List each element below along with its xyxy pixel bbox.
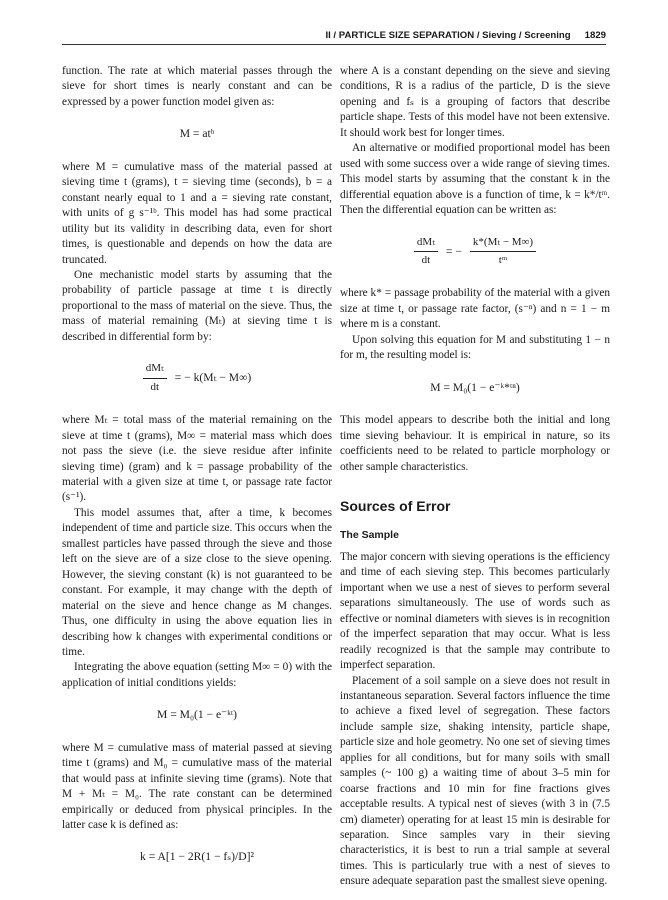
equation-rhs: = − k(Mₜ − M∞) [174, 371, 252, 385]
paragraph: where k* = passage probability of the material with a given size at time t, or passage rate factor, (s⁻ⁿ) and n = 1 − m where m is a constant. [340, 287, 610, 331]
right-column [340, 64, 610, 890]
paragraph: Upon solving this equation for M and substituting 1 − n for m, the resulting model is: [340, 333, 610, 362]
denominator: tᵐ [498, 253, 508, 266]
section-heading: Sources of Error [340, 497, 451, 514]
numerator: dMₜ [414, 235, 438, 252]
equation-rate-constant: k = A[1 − 2R(1 − fₛ)/D]² [140, 850, 254, 864]
paragraph: function. The rate at which material passes through the sieve for short times is nearly constant and can be expressed by a power function model given as: [62, 65, 332, 108]
running-header [62, 26, 606, 45]
fraction [143, 361, 167, 395]
paragraph: Integrating the above equation (setting M∞ = 0) with the application of initial conditions yields: [62, 661, 332, 689]
paragraph: This model assumes that, after a time, k becomes independent of time and particle size. This occurs when the smallest particles have passed through the sieve and those left on the sieve are of a size close to the sieve opening. However, the sieving constant (k) is not guaranteed to be constant. For example, it may change with the depth of material on the sieve and hence change as M changes. Thus, one difficulty in using the above equation lies in describing how k changes with experimental conditions or time. [62, 506, 332, 658]
paragraph: The major concern with sieving operations is the efficiency and time of each sieving step. This becomes particularly important when we use a nest of sieves to perform several separations simultaneously. The use of words such as effective or nominal diameters with sieves is in recognition of the imperfect separation that may occur. What is less readily recognized is that the sample may contribute to imperfect separation. [340, 550, 610, 672]
paragraph: where A is a constant depending on the sieve and sieving conditions, R is a radius of the particle, D is the sieve opening and fₛ is a grouping of factors that describe particle shape. Tests of this model have not been extensive. It should work best for longer times. [340, 65, 610, 139]
paragraph: An alternative or modified proportional model has been used with some success over a wide range of sieving times. This model starts by assuming that the constant k in the differential equation above is a function of time, k = k*/tᵐ. Then the differential equation can be written as: [340, 142, 610, 217]
paragraph: where M = cumulative mass of material passed at sieving time t (grams) and M₀ = cumulative mass of the material that would pass at infinite sieving time (grams). Note that M + Mₜ = M₀. The rate constant can be determined empirically or deduced from physical principles. In the latter case k is defined as: [62, 741, 332, 832]
numerator: k*(Mₜ − M∞) [470, 235, 536, 252]
left-column [62, 64, 332, 883]
equation-resulting-model: M = M₀(1 − e⁻ᵏ*ᵗⁿ) [430, 380, 520, 394]
running-title: II / PARTICLE SIZE SEPARATION / Sieving / Screening [325, 29, 571, 41]
paragraph: Placement of a soil sample on a sieve does not result in instantaneous separation. Several factors influence the time to achieve a fixed level of segregation. These factors include sample size, shaking intensity, particle shape, particle size and hole geometry. No one set of sieving times applies for all conditions, but for many soils with small samples (~ 100 g) a waiting time of about 3–5 min for coarse fractions and 10 min for fine fractions gives acceptable results. A typical nest of sieves (with 3 in (7.5 cm) diameter) operating for at least 15 min is desirable for separation. Since samples vary in their sieving characteristics, it is best to run a trial sample at several times. This is particularly true with a nest of sieves to ensure adequate separation past the smallest sieve opening. [340, 674, 610, 888]
paragraph: where M = cumulative mass of the material passed at sieving time t (grams), t = sieving time (seconds), b = a constant nearly equal to 1 and a = sieving rate constant, with units of g s⁻¹ᵇ. This model has had some practical utility but its validity in describing data, even for short times, is questionable and depends on how the data are truncated. [62, 160, 332, 266]
paragraph: One mechanistic model starts by assuming that the probability of particle passage at time t is directly proportional to the mass of material on the sieve. Thus, the mass of material remaining (Mₜ) at sieving time t is described in differential form by: [62, 268, 332, 343]
subsection-heading: The Sample [340, 529, 399, 542]
equation-power-model: M = atᵇ [179, 127, 215, 141]
fraction [414, 235, 438, 269]
equation-modified-differential [340, 235, 610, 269]
equation-integrated: M = M₀(1 − e⁻ᵏᵗ) [157, 708, 237, 722]
fraction [470, 235, 536, 269]
equation-differential [62, 361, 332, 395]
page-number: 1829 [584, 29, 606, 41]
denominator: dt [421, 253, 431, 266]
paragraph: where Mₜ = total mass of the material remaining on the sieve at time t (grams), M∞ = material mass which does not pass the sieve (i.e. the sieve residue after infinite sieving time) (gram) and k = passage probability of the material with a given size at time t, or passage rate factor (s⁻¹). [62, 414, 332, 504]
paragraph: This model appears to describe both the initial and long time sieving behaviour. It is empirical in nature, so its coefficients need to be related to particle morphology or other sample characteristics. [340, 414, 610, 473]
denominator: dt [150, 380, 160, 393]
numerator: dMₜ [143, 361, 167, 378]
equals-sign: = − [445, 244, 462, 258]
